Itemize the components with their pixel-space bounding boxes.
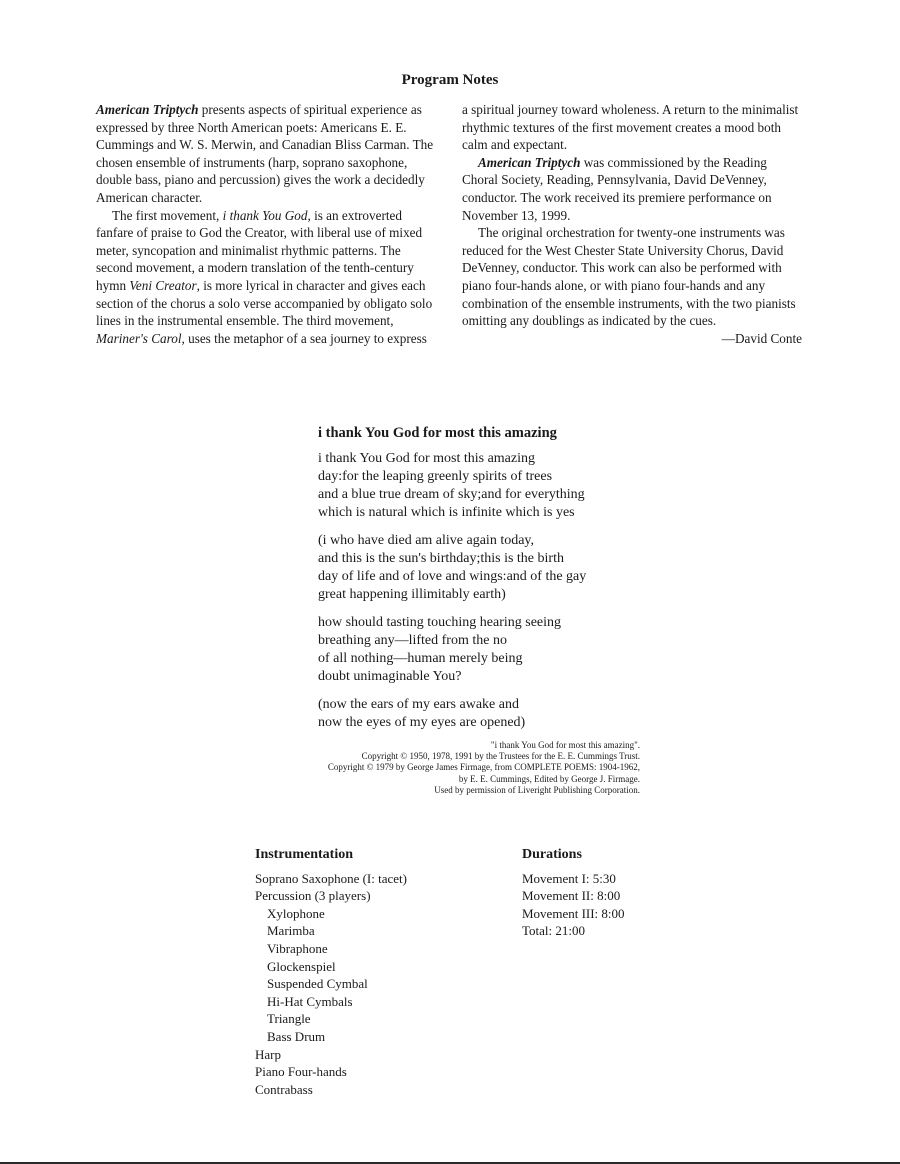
- notes-text: was commissioned by the Reading Choral Society, Reading, Pennsylvania, David DeVenney, conductor. The work received its premiere performance on November 13, 1999.: [462, 154, 772, 223]
- program-notes-left-column: [96, 101, 436, 347]
- poem-stanza: [318, 450, 678, 522]
- poem-line: day:for the leaping greenly spirits of trees: [318, 469, 553, 484]
- notes-paragraph: The original orchestration for twenty-one instruments was reduced for the West Chester State University Chorus, David DeVenney, conductor. This work can also be performed with piano four-hands alone, or with piano four-hands and any combination of the ensemble instruments, with the two pianists omitting any doublings as indicated by the cues.: [462, 225, 796, 329]
- credit-line: "i thank You God for most this amazing".: [490, 740, 640, 750]
- author-signature: —David Conte: [721, 330, 802, 346]
- durations-heading: Durations: [522, 847, 582, 862]
- percussion-item: Bass Drum: [267, 1028, 326, 1044]
- poem-line: and this is the sun's birthday;this is the birth: [318, 551, 564, 566]
- durations-section: [522, 846, 722, 940]
- poem: [318, 424, 678, 742]
- poem-line: day of life and of love and wings:and of the gay: [318, 569, 587, 584]
- percussion-item: Triangle: [267, 1011, 311, 1027]
- work-title: American Triptych: [478, 154, 581, 170]
- poem-stanza: [318, 696, 678, 732]
- work-title: American Triptych: [96, 102, 199, 117]
- percussion-item: Xylophone: [267, 905, 325, 921]
- notes-text: The first movement,: [112, 207, 223, 223]
- notes-paragraph: [462, 154, 802, 224]
- poem-line: breathing any—lifted from the no: [318, 633, 507, 648]
- percussion-item: Vibraphone: [267, 940, 328, 956]
- program-notes-right-column: [462, 101, 802, 347]
- credit-line: Copyright © 1979 by George James Firmage, from COMPLETE POEMS: 1904-1962,: [327, 762, 640, 773]
- duration-item: Movement III: 8:00: [522, 905, 625, 921]
- credit-line: Copyright © 1950, 1978, 1991 by the Trustees for the E. E. Cummings Trust.: [361, 751, 640, 762]
- page-title: Program Notes: [401, 72, 499, 88]
- notes-text: , is more lyrical in character and gives each section of the chorus a solo verse accompanied by obligato solo lines in the instrumental ensemble. The third movement,: [96, 277, 433, 329]
- notes-paragraph: [96, 101, 436, 207]
- movement-title: Veni Creator: [129, 277, 197, 293]
- notes-paragraph: [96, 207, 436, 348]
- poem-line: great happening illimitably earth): [318, 587, 506, 602]
- poem-line: doubt unimaginable You?: [318, 669, 462, 684]
- poem-title: i thank You God for most this amazing: [318, 425, 557, 441]
- poem-line: and a blue true dream of sky;and for everything: [318, 487, 585, 502]
- instrument-item: Harp: [255, 1046, 281, 1062]
- percussion-item: Marimba: [267, 923, 315, 939]
- poem-line: (now the ears of my ears awake and: [318, 697, 519, 712]
- movement-title: i thank You God: [222, 207, 308, 223]
- duration-item: Total: 21:00: [522, 923, 586, 939]
- movement-title: Mariner's Carol: [96, 330, 182, 346]
- poem-line: which is natural which is infinite which is yes: [318, 505, 575, 520]
- instrument-item: Percussion (3 players): [255, 888, 371, 904]
- poem-line: how should tasting touching hearing seeing: [318, 615, 562, 630]
- notes-paragraph: a spiritual journey toward wholeness. A return to the minimalist rhythmic textures of the first movement creates a mood both calm and expectant.: [462, 102, 799, 153]
- percussion-item: Suspended Cymbal: [267, 976, 368, 992]
- poem-line: now the eyes of my eyes are opened): [318, 715, 526, 730]
- notes-text: , uses the metaphor of a sea journey to express: [181, 330, 427, 346]
- instrument-item: Soprano Saxophone (I: tacet): [255, 870, 407, 886]
- credit-line: Used by permission of Liveright Publishing Corporation.: [434, 784, 640, 795]
- instrument-item: Contrabass: [255, 1081, 313, 1097]
- notes-text: presents aspects of spiritual experience as expressed by three North American poets: Americans E. E. Cummings and W. S. Merwin, and Canadian Bliss Carman. The chosen ensemble of instruments (harp, soprano saxophone, double bass, piano and percussion) gives the work a decidedly American character.: [96, 102, 434, 205]
- poem-line: of all nothing—human merely being: [318, 651, 523, 666]
- instrumentation-heading: Instrumentation: [255, 847, 354, 862]
- duration-item: Movement I: 5:30: [522, 870, 616, 886]
- duration-item: Movement II: 8:00: [522, 888, 621, 904]
- percussion-item: Hi-Hat Cymbals: [267, 993, 353, 1009]
- instrument-item: Piano Four-hands: [255, 1064, 347, 1080]
- notes-text: , is an extroverted fanfare of praise to God the Creator, with liberal use of mixed meter, syncopation and minimalist rhythmic patterns. The second movement, a modern translation of the tenth-century hymn: [96, 207, 423, 293]
- poem-line: i thank You God for most this amazing: [318, 451, 535, 466]
- copyright-credit: [200, 740, 640, 796]
- poem-stanza: [318, 614, 678, 686]
- instrumentation-section: [255, 846, 475, 1098]
- credit-line: by E. E. Cummings, Edited by George J. Firmage.: [458, 773, 640, 784]
- poem-line: (i who have died am alive again today,: [318, 533, 535, 548]
- percussion-item: Glockenspiel: [267, 958, 336, 974]
- poem-stanza: [318, 532, 678, 604]
